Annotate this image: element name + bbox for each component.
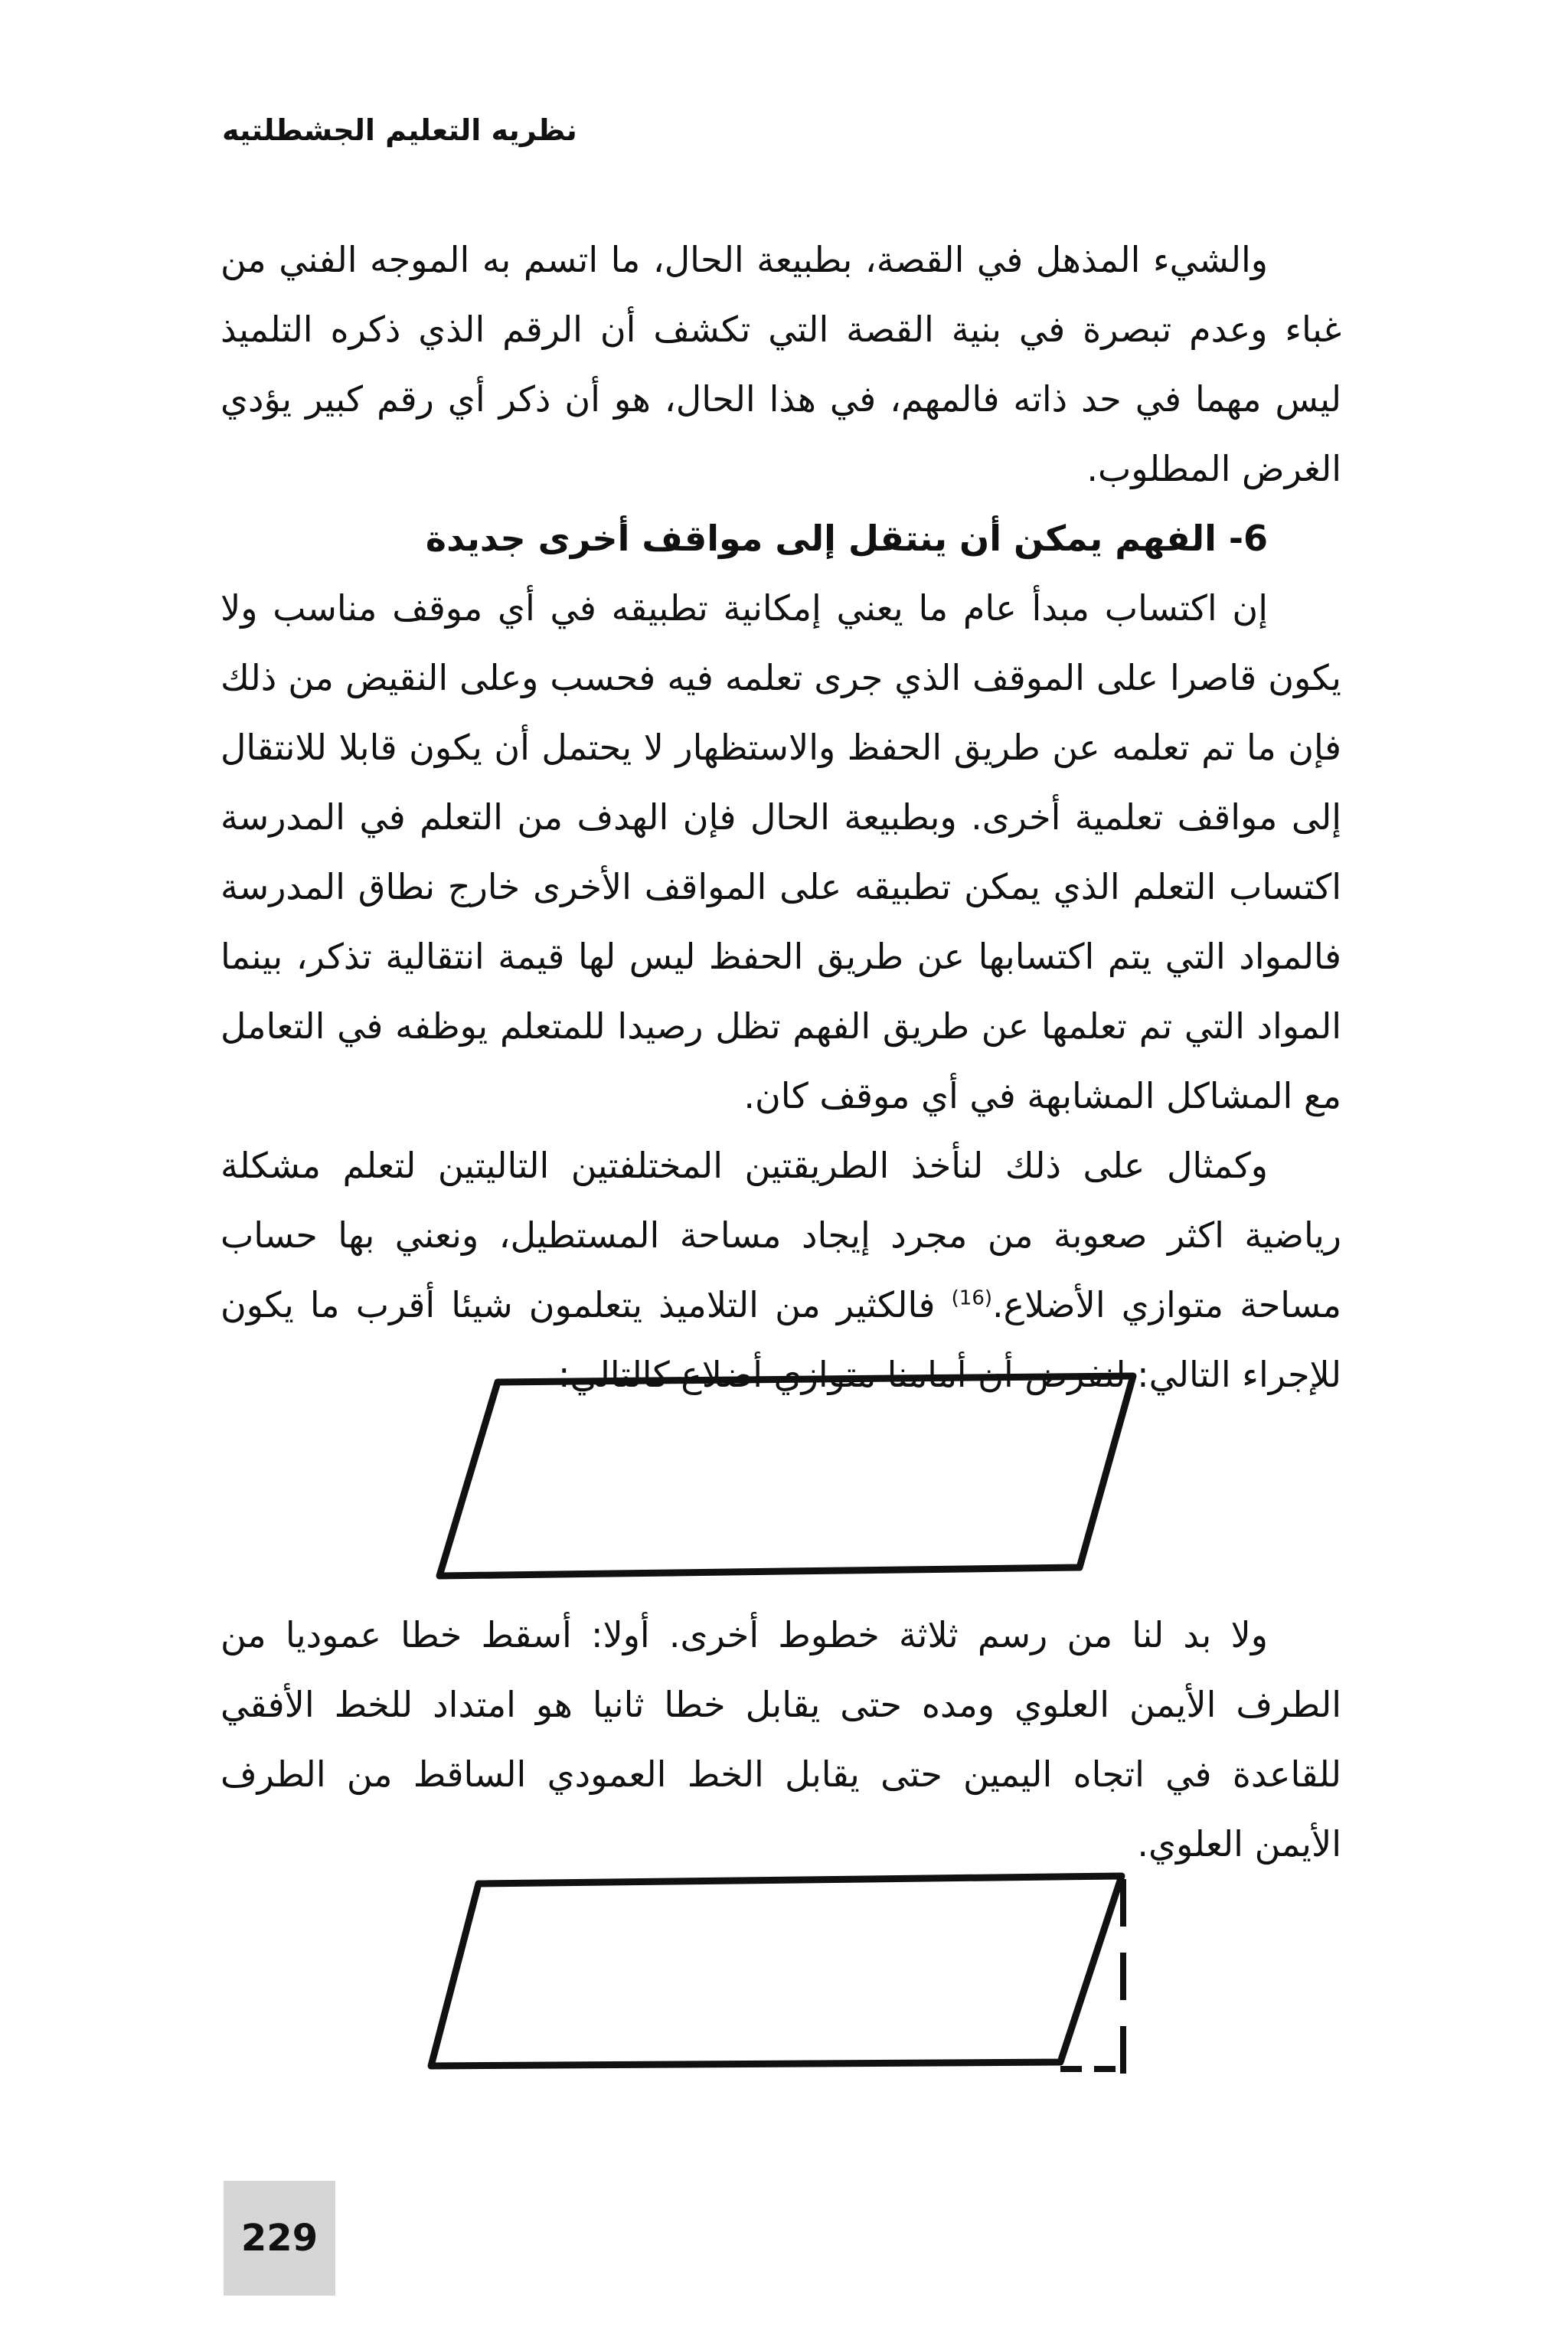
footnote-reference: (16) xyxy=(951,1286,993,1310)
parallelogram-shape xyxy=(439,1376,1133,1576)
paragraph-3-part-1: وكمثال على ذلك لنأخذ الطريقتين المختلفتين التاليتين لتعلم مشكلة رياضية اكثر صعوبة من مجرد إيجاد مساحة المستطيل، ونعني بها حساب مساحة متوازي الأضلاع. xyxy=(220,1145,1341,1325)
paragraph-4: ولا بد لنا من رسم ثلاثة خطوط أخرى. أولا: أسقط خطا عموديا من الطرف الأيمن العلوي ومده حتى يقابل خطا ثانيا هو امتداد للخط الأفقي للقاعدة في اتجاه اليمين حتى يقابل الخط العمودي الساقط من الطرف الأيمن العلوي. xyxy=(220,1614,1341,1865)
secondary-text-block xyxy=(220,1600,1341,1879)
paragraph-3-part-2: فالكثير من التلاميذ يتعلمون شيئا أقرب ما يكون للإجراء التالي: لنفرض أن أمامنا متوازي أضلاع كالتالي: xyxy=(220,1284,1341,1395)
paragraph-1: والشيء المذهل في القصة، بطبيعة الحال، ما اتسم به الموجه الفني من غباء وعدم تبصرة في بنية القصة التي تكشف أن الرقم الذي ذكره التلميذ ليس مهما في حد ذاته فالمهم، في هذا الحال، هو أن ذكر أي رقم كبير يؤدي الغرض المطلوب. xyxy=(220,239,1341,489)
page-number: 229 xyxy=(240,2217,318,2260)
running-head-title: نظريه التعليم الجشطلتيه xyxy=(222,113,577,147)
paragraph-2: إن اكتساب مبدأ عام ما يعني إمكانية تطبيقه في أي موقف مناسب ولا يكون قاصرا على الموقف الذي جرى تعلمه فيه فحسب وعلى النقيض من ذلك فإن ما تم تعلمه عن طريق الحفظ والاستظهار لا يحتمل أن يكون قابلا للانتقال إلى مواقف تعلمية أخرى. وبطبيعة الحال فإن الهدف من التعلم في المدرسة اكتساب التعلم الذي يمكن تطبيقه على المواقف الأخرى خارج نطاق المدرسة فالمواد التي يتم اكتسابها عن طريق الحفظ ليس لها قيمة انتقالية تذكر، بينما المواد التي تم تعلمها عن طريق الفهم تظل رصيدا للمتعلم يوظفه في التعامل مع المشاكل المشابهة في أي موقف كان. xyxy=(220,587,1341,1116)
parallelogram-figure xyxy=(429,1367,1148,1585)
main-text-block xyxy=(220,225,1341,1410)
page-number-box xyxy=(224,2181,335,2296)
parallelogram-with-perpendicular-figure xyxy=(417,1868,1152,2090)
parallelogram-shape xyxy=(431,1876,1122,2066)
section-heading-6: 6- الفهم يمكن أن ينتقل إلى مواقف أخرى جديدة xyxy=(425,518,1268,559)
